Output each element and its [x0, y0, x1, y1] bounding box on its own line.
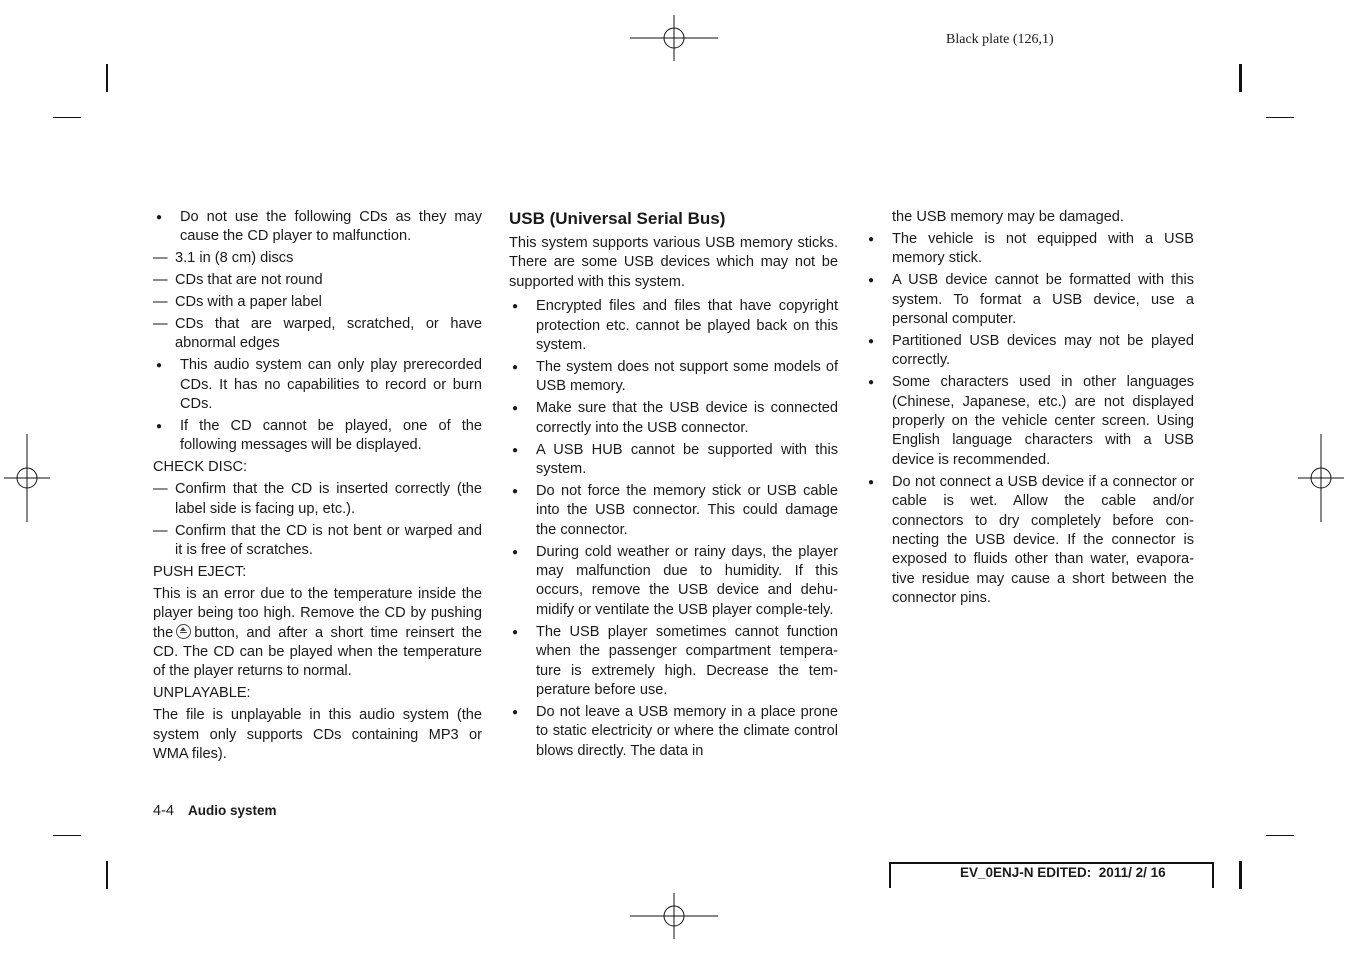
bullet-icon: ●: [156, 212, 163, 223]
eject-button-icon: [176, 624, 191, 639]
dash-item: — CDs that are warped, scratched, or have abnormal edges: [153, 316, 482, 352]
intro-paragraph: This system supports various USB memory sticks. There are some USB devices which may not be supported with this system.: [509, 235, 838, 290]
dash-item: — CDs with a paper label: [153, 294, 322, 311]
bullet-icon: ●: [868, 335, 875, 347]
bullet-icon: ●: [512, 546, 519, 558]
message-description: This is an error due to the temperature inside the player being too high. Remove the CD by pushing the button, and after a short time reinsert the CD. The CD can be played when the temperature of the player returns to normal.: [153, 585, 482, 680]
list-item: ● Encrypted files and files that have copyright protection etc. cannot be played back on this system.: [512, 298, 838, 354]
list-item: ● The USB player sometimes cannot function when the passenger compartment tempera-ture is extremely high. Decrease the tem-perature before use.: [512, 623, 838, 698]
section-name: Audio system: [188, 803, 277, 818]
list-item: ● A USB device cannot be formatted with this system. To format a USB device, use a personal computer.: [868, 272, 1194, 328]
registration-target-bottom: [630, 893, 718, 939]
section-heading: USB (Universal Serial Bus): [509, 209, 726, 228]
bullet-icon: ●: [512, 706, 519, 718]
registration-target-right: [1298, 434, 1344, 522]
bullet-icon: ●: [156, 421, 163, 433]
bullet-icon: ●: [156, 360, 163, 372]
list-item: ● Make sure that the USB device is connected correctly into the USB connector.: [512, 400, 838, 436]
bullet-icon: ●: [512, 403, 519, 415]
bullet-icon: ●: [868, 476, 875, 488]
list-item: ● Some characters used in other languages (Chinese, Japanese, etc.) are not displayed properly on the vehicle center screen. Using English language characters with a USB device is recommended.: [868, 374, 1194, 468]
list-item: ● This audio system can only play prerecorded CDs. It has no capabilities to record or burn CDs.: [156, 357, 482, 413]
bullet-icon: ●: [868, 377, 875, 389]
registration-target-top: [630, 15, 718, 61]
list-item: ● If the CD cannot be played, one of the following messages will be displayed.: [156, 418, 482, 454]
bullet-icon: ●: [512, 485, 519, 497]
column-right: [865, 208, 1194, 611]
list-item: ● Do not force the memory stick or USB cable into the USB connector. This could damage the connector.: [512, 482, 838, 538]
column-left: [153, 208, 482, 767]
dash-item: — Confirm that the CD is inserted correctly (the label side is facing up, etc.).: [153, 481, 482, 517]
list-item: ● The vehicle is not equipped with a USB memory stick.: [868, 230, 1194, 267]
page-number: 4-4: [153, 803, 174, 819]
list-item: ● The system does not support some models of USB memory.: [512, 358, 838, 395]
list-item: ● Do not use the following CDs as they may cause the CD player to malfunction.: [156, 209, 482, 245]
list-item: ● Partitioned USB devices may not be played correctly.: [868, 332, 1194, 369]
list-item: ● Do not connect a USB device if a connector or cable is wet. Allow the cable and/or connectors to dry completely before con-necting the USB device. If the connector is exposed to fluids other than water, evapora-tive residue may cause a short between the connector pins.: [868, 473, 1194, 607]
bullet-icon: ●: [868, 275, 875, 287]
message-label: PUSH EJECT:: [153, 563, 247, 580]
bullet-icon: ●: [512, 301, 519, 313]
registration-target-left: [4, 434, 50, 522]
list-item: ● Do not leave a USB memory in a place prone to static electricity or where the climate control blows directly. The data in: [512, 703, 838, 759]
list-item: ● During cold weather or rainy days, the player may malfunction due to humidity. If this occurs, remove the USB device and dehu-midify or ventilate the USB player comple-tely.: [512, 543, 838, 618]
bullet-icon: ●: [512, 444, 519, 456]
message-description: The file is unplayable in this audio system (the system only supports CDs containing MP3 or WMA files).: [153, 707, 482, 763]
bullet-icon: ●: [512, 626, 519, 638]
page-footer: [153, 803, 277, 819]
bullet-icon: ●: [512, 361, 519, 373]
plate-label: Black plate (126,1): [946, 32, 1054, 47]
column-middle: [509, 208, 838, 764]
message-label: CHECK DISC:: [153, 459, 248, 476]
bullet-icon: ●: [868, 233, 875, 245]
edit-stamp: EV_0ENJ-N EDITED: 2011/ 2/ 16: [960, 865, 1166, 880]
message-label: UNPLAYABLE:: [153, 685, 251, 702]
continued-text: the USB memory may be damaged.: [892, 209, 1124, 225]
list-item: ● A USB HUB cannot be supported with this system.: [512, 441, 838, 477]
dash-item: — 3.1 in (8 cm) discs: [153, 250, 294, 267]
dash-item: — Confirm that the CD is not bent or warped and it is free of scratches.: [153, 522, 482, 558]
dash-item: — CDs that are not round: [153, 272, 323, 289]
